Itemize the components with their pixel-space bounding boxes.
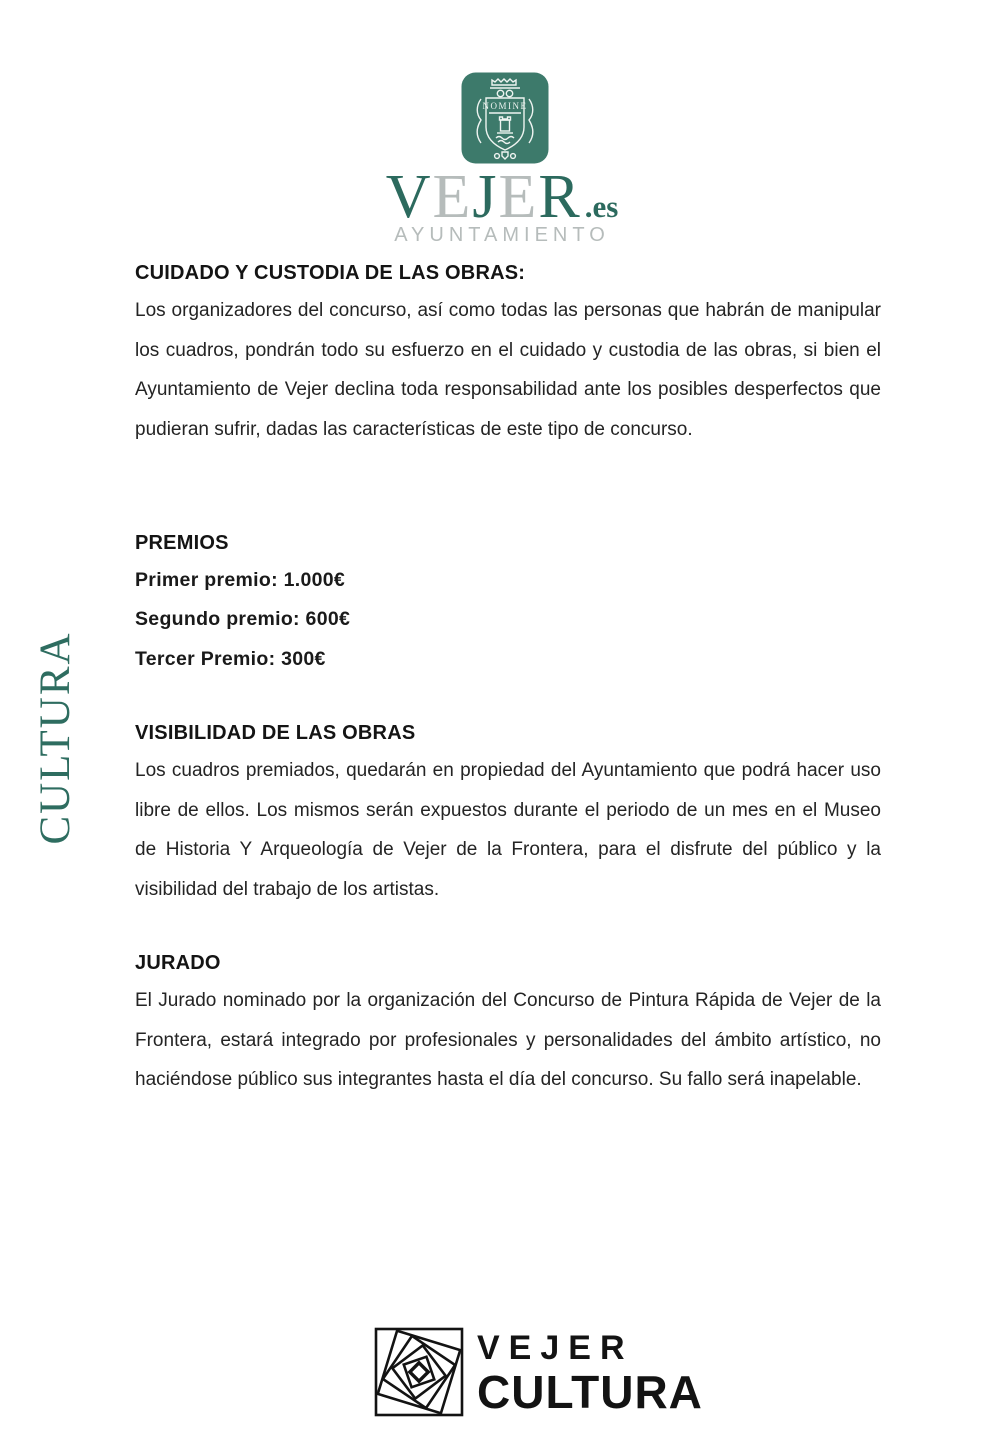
wordmark-suffix: .es bbox=[584, 189, 619, 224]
wordmark-letter: E bbox=[498, 163, 539, 231]
vejer-coat-of-arms-icon bbox=[461, 72, 549, 164]
crest-motto: NOMINE bbox=[482, 101, 528, 111]
prize-second: Segundo premio: 600€ bbox=[135, 608, 351, 630]
prize-third: Tercer Premio: 300€ bbox=[135, 648, 326, 670]
section-body-cuidado: Los organizadores del concurso, así como todas las personas que habrán de manipular los cuadros, pondrán todo su esfuerzo en el cuidado y custodia de las obras, si bien el Ayuntamiento de Vejer declina toda responsabilidad ante los posibles desperfectos que pudieran sufrir, dadas las características de este tipo de concurso. bbox=[135, 300, 881, 440]
wordmark-letter: E bbox=[432, 163, 473, 231]
section-heading-cuidado: CUIDADO Y CUSTODIA DE LAS OBRAS: bbox=[135, 262, 526, 284]
section-heading-jurado: JURADO bbox=[135, 952, 221, 974]
nested-squares-spiral-icon bbox=[369, 1322, 469, 1422]
section-body-jurado: El Jurado nominado por la organización del Concurso de Pintura Rápida de Vejer de la Frontera, estará integrado por profesionales y personalidades del ámbito artístico, no haciéndose público sus integrantes hasta el día del concurso. Su fallo será inapelable. bbox=[135, 990, 881, 1090]
vejer-es-wordmark bbox=[0, 163, 1004, 231]
footer-logo-text bbox=[477, 1329, 703, 1418]
prize-first: Primer premio: 1.000€ bbox=[135, 569, 346, 591]
vejer-cultura-logo bbox=[369, 1322, 703, 1422]
footer-vejer-label: VEJER bbox=[477, 1329, 634, 1367]
wordmark-letter: J bbox=[472, 163, 499, 231]
vertical-cultura-label: CULTURA bbox=[31, 631, 79, 845]
section-heading-premios: PREMIOS bbox=[135, 532, 229, 554]
section-body-visibilidad: Los cuadros premiados, quedarán en propiedad del Ayuntamiento que podrá hacer uso libre de ellos. Los mismos serán expuestos durante el periodo de un mes en el Museo de Historia Y Arqueología de Vejer de la Frontera, para el disfrute del público y la visibilidad del trabajo de los artistas. bbox=[135, 760, 881, 900]
wordmark-letter: V bbox=[385, 163, 433, 231]
wordmark-letter: R bbox=[538, 163, 582, 231]
ayuntamiento-subtitle: AYUNTAMIENTO bbox=[394, 224, 610, 246]
footer-cultura-label: CULTURA bbox=[477, 1366, 703, 1418]
section-heading-visibilidad: VISIBILIDAD DE LAS OBRAS bbox=[135, 722, 416, 744]
